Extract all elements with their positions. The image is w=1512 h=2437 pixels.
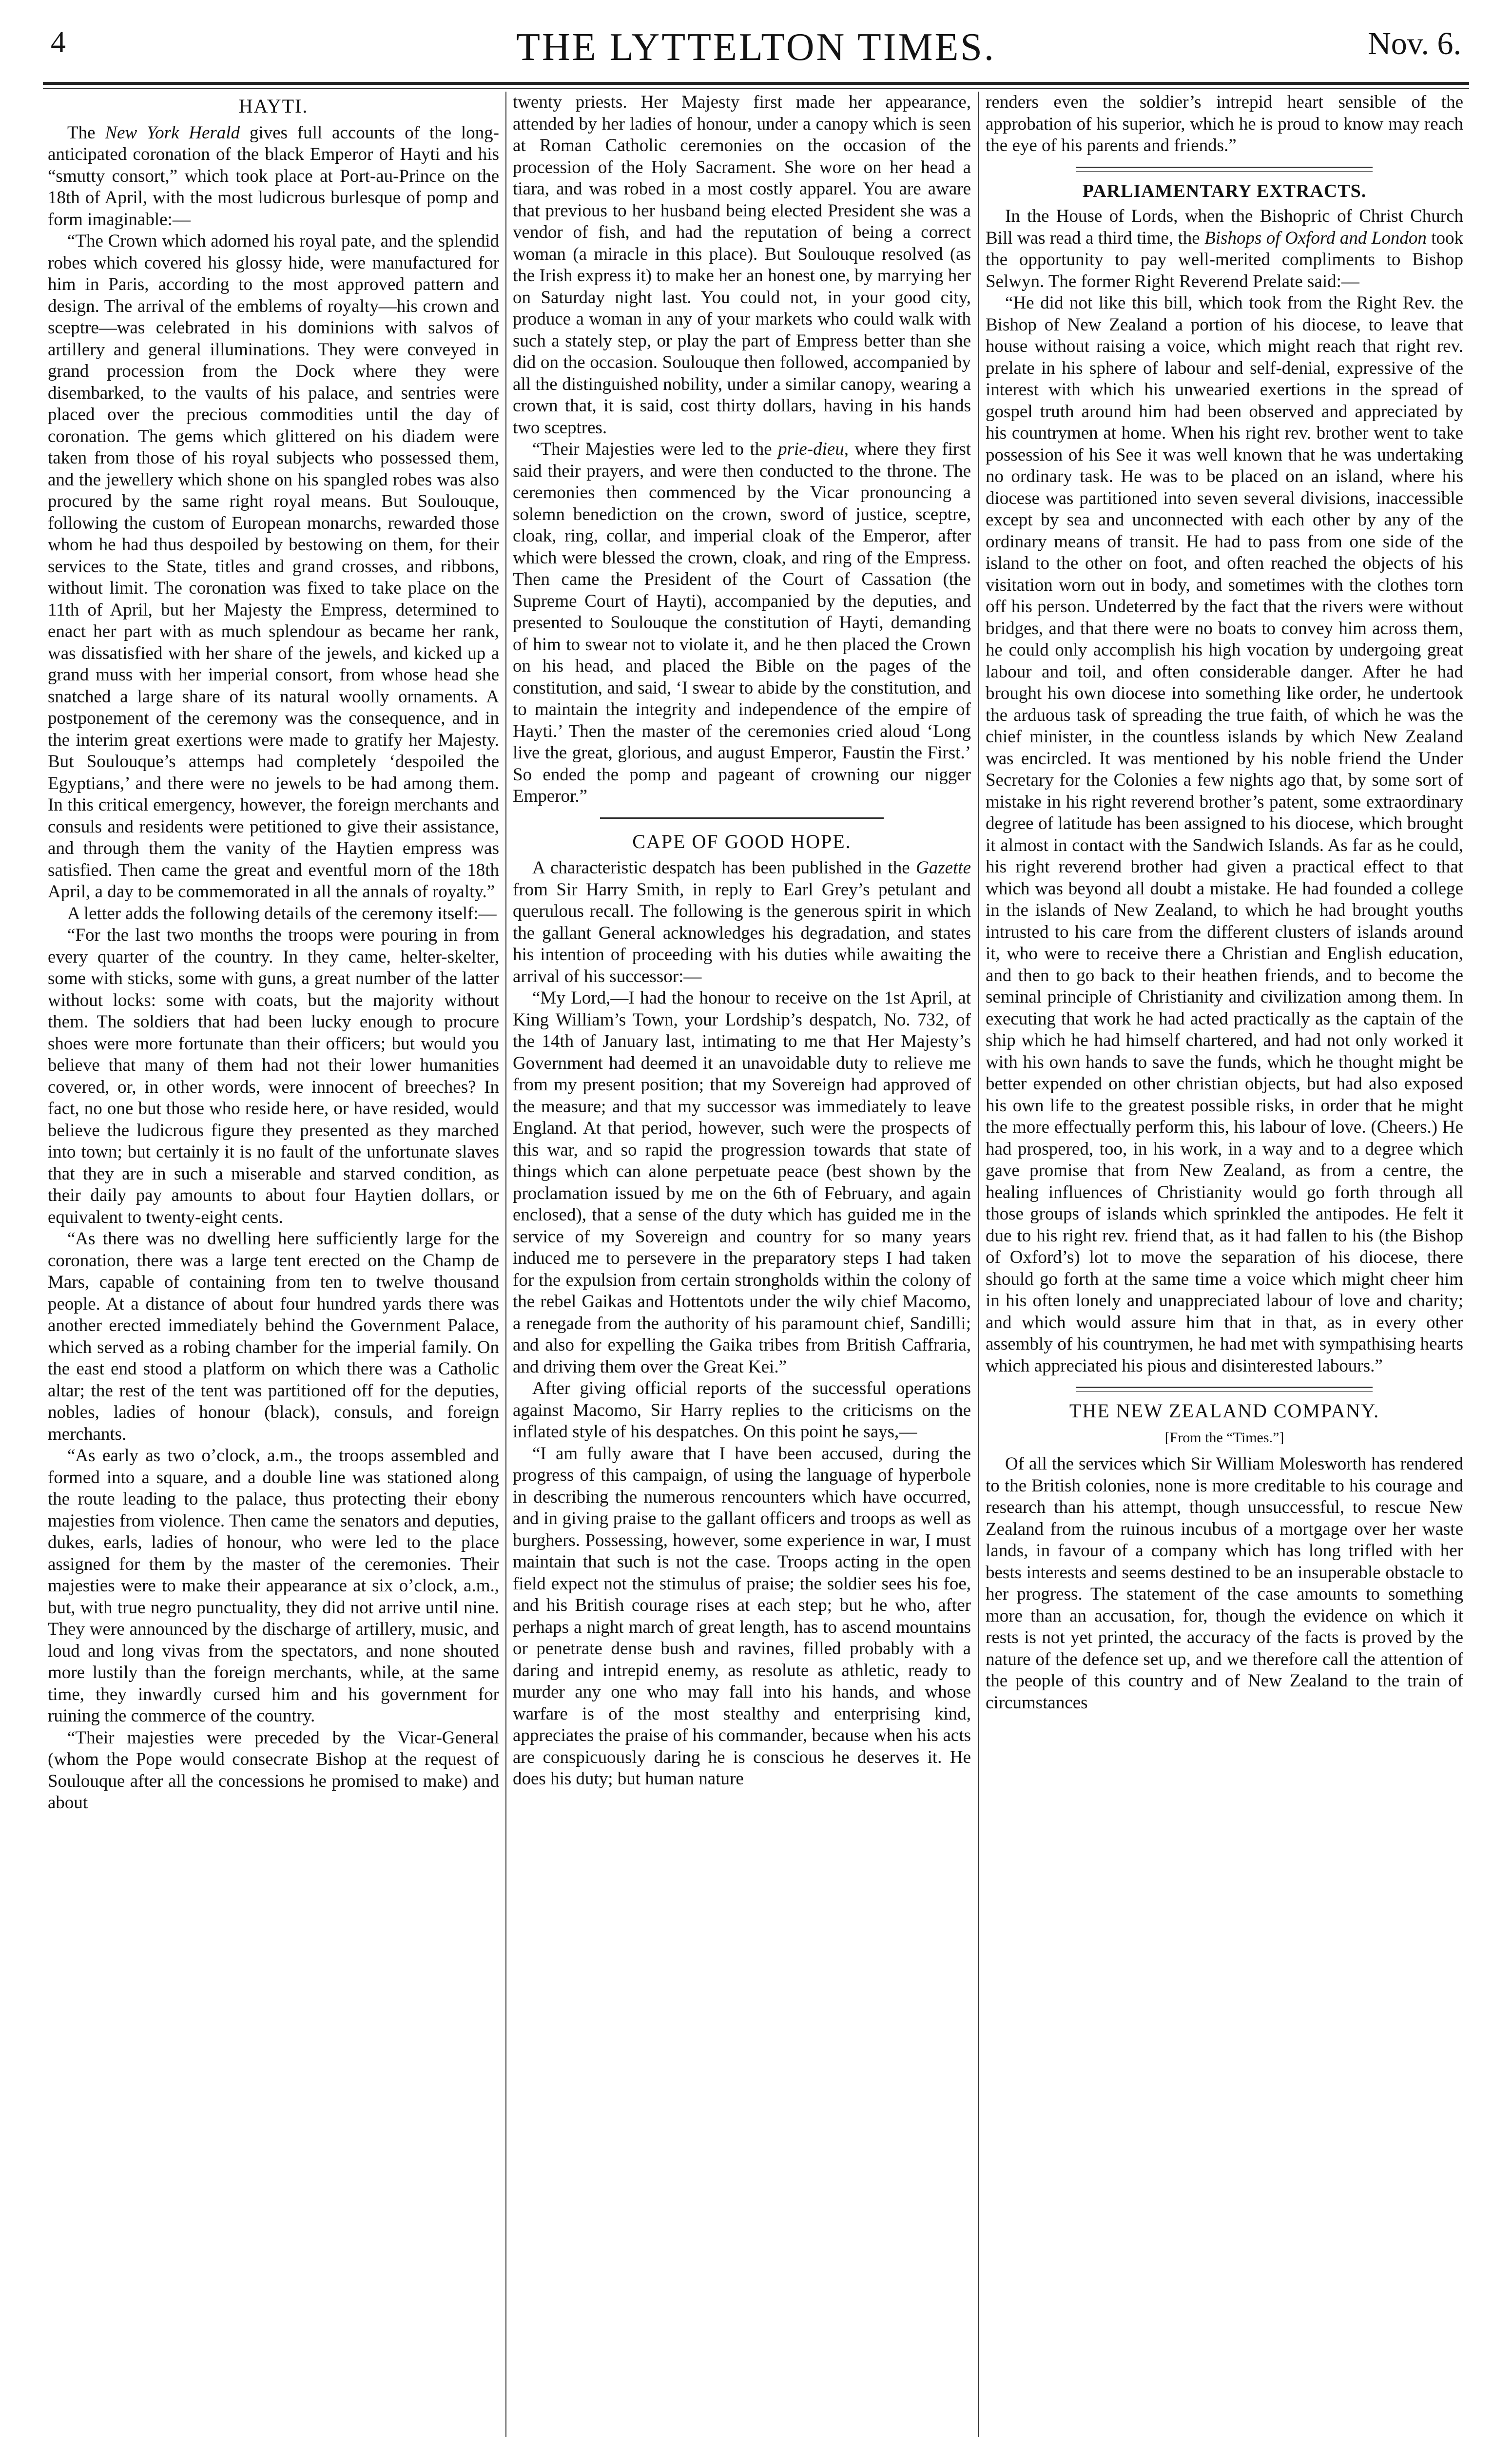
column-1 (48, 92, 499, 2437)
article-paragraph: “He did not like this bill, which took from the Right Rev. the Bishop of New Zealand a portion of his diocese, to leave that house without raising a voice, which might reach that right rev. prelate in his sphere of labour and self-denial, expressive of the interest with which his unwearied exertions in the spread of gospel truth around him had been observed and appreciated by his countrymen at home. When his right rev. brother went to take possession of his See it was well known that he was undertaking no ordinary task. He was to be placed on an island, where his diocese was partitioned into seven several divisions, inaccessible except by sea and unconnected with each other by any of the ordinary means of transit. He had to pass from one side of the island to the other on foot, and often reached the objects of his visitation worn out in body, and sometimes with the clothes torn off his person. Undeterred by the fact that the rivers were without bridges, and that there were no boats to convey him across them, he could only accomplish his high vocation by undergoing great labour and toil, and often considerable danger. After he had brought his own diocese into something like order, he undertook the arduous task of spreading the true faith, of which he was the chief minister, in the countless islands by which New Zealand was encircled. It was mentioned by his noble friend the Under Secretary for the Colonies a few nights ago that, by some sort of mistake in his right reverend brother’s patent, some extraordinary degree of latitude has been assigned to his diocese, which brought it almost in contact with the Sandwich Islands. As far as he could, his right reverend brother had given a practical effect to that which was beyond all doubt a mistake. He had founded a college in the islands of New Zealand, to which he had brought youths intrusted to his care from the different clusters of islands around it, who were to receive there a Christian and English education, and then to go back to their heathen friends, and to become the seminal principle of Christianity and civilization among them. In executing that work he had acted practically as the captain of the ship which he had himself chartered, and had not only worked it with his own hands to save the funds, which he thought might be better expended on other christian objects, but had also exposed his own life to the greatest possible risks, in order that he might the more effectually perform this, his labour of love. (Cheers.) He had prospered, too, in his work, in a way and to a degree which gave promise that from New Zealand, as from a centre, the healing influences of Christianity would go forth through all those groups of islands which sprinkled the antipodes. He felt it due to his right rev. friend that, as it had fallen to his (the Bishop of Oxford’s) lot to move the separation of his diocese, there should go forth at the same time a voice which might cheer him in his often lonely and unappreciated labour of love and charity; and which would assure him that in that, as in every other assembly of his countrymen, he had met with sympathising hearts which appreciated his pious and disinterested labours.” (986, 293, 1463, 1376)
text-run: In the House of Lords, when the Bishopric of Christ Church Bill was read a third time, the (986, 206, 1463, 248)
article-paragraph: “As early as two o’clock, a.m., the troops assembled and formed into a square, and a double line was stationed along the route leading to the palace, thus protecting their ebony majesties from violence. Then came the senators and deputies, dukes, earls, ladies of honour, who were led to the place assigned for them by the master of the ceremonies. Their majesties were to make their appearance at six o’clock, a.m., but, with true negro punctuality, they did not arrive until nine. They were announced by the discharge of artillery, music, and loud and long vivas from the spectators, and none shouted more lustily than the foreign merchants, while, at the same time, they inwardly cursed him and his government for ruining the commerce of the country. (48, 1446, 499, 1726)
newspaper-name: New York Herald (105, 122, 240, 143)
article-paragraph (513, 439, 971, 808)
masthead (44, 25, 1468, 84)
article-heading-hayti: HAYTI. (238, 95, 309, 117)
article-paragraph: “For the last two months the troops were pouring in from every quarter of the country. In they came, helter-skelter, some with sticks, some with guns, a great number of the latter without locks: some with coats, but the majority without them. The soldiers that had been lucky enough to procure shoes were more fortunate than their officers; but would you believe that many of them had not their lower humanities covered, or, in other words, were innocent of breeches? In fact, no one but those who reside here, or have resided, would believe the ludicrous figure they presented as they marched into town; but certainly it is no fault of the unfortunate slaves that they are in such a miserable and starved condition, as their daily pay amounts to about four Haytien dollars, or equivalent to twenty-eight cents. (48, 925, 499, 1227)
masthead-rule-thin (43, 88, 1469, 89)
section-separator-thin (1076, 1391, 1373, 1392)
section-separator (1076, 167, 1373, 168)
newspaper-title: THE LYTTELTON TIMES. (516, 26, 996, 69)
text-run: took the opportunity to pay well-merited compliments to Bishop Selwyn. The former Right Reverend Prelate said:— (986, 228, 1463, 291)
article-paragraph: renders even the soldier’s intrepid heart sensible of the approbation of his superior, which he is proud to know may reach the eye of his parents and friends.” (986, 92, 1463, 155)
text-run: gives full accounts of the long-anticipated coronation of the black Emperor of Hayti and his “smutty consort,” which took place at Port-au-Prince on the 18th of April, with the most ludicrous burlesque of pomp and form imaginable:— (48, 122, 499, 230)
masthead-rule (43, 82, 1469, 85)
text-run: “Their Majesties were led to the (532, 439, 772, 459)
column-divider (505, 92, 506, 2437)
article-paragraph: twenty priests. Her Majesty first made her appearance, attended by her ladies of honour, under a canopy which is seen at Roman Catholic ceremonies on the occasion of the procession of the Holy Sacrament. She wore on her head a tiara, and was robed in a most costly apparel. You are aware that previous to her husband being elected President she was a vendor of fish, and had the reputation of being a correct woman (a miracle in this place). But Soulouque resolved (as the Irish express it) to make her an honest one, by marrying her on Saturday night last. You could not, in your good city, produce a woman in any of your markets who could walk with such a stately step, or play the part of Empress better than she did on the occasion. Soulouque then followed, accompanied by all the distinguished nobility, under a similar canopy, wearing a crown that, it is said, cost thirty dollars, having in his hands two sceptres. (513, 92, 971, 438)
section-separator (600, 817, 884, 819)
italic-term: Gazette (915, 858, 971, 878)
section-separator (1076, 1387, 1373, 1388)
text-run: from Sir Harry Smith, in reply to Earl Grey’s petulant and querulous recall. The following is the generous spirit in which the gallant General acknowledges his degradation, and states his intention of proceeding with his duties while awaiting the arrival of his successor:— (513, 879, 971, 986)
article-paragraph: Of all the services which Sir William Molesworth has rendered to the British colonies, none is more creditable to his courage and research than his attempt, though unsuccessful, to rescue New Zealand from the ruinous incubus of a mortgage over her waste lands, in favour of a company which has long trifled with her bests interests and seems destined to be an insuperable obstacle to her progress. The statement of the case amounts to something more than an accusation, for, though the evidence on which it rests is not yet printed, the accuracy of the facts is proved by the nature of the defence set up, and we therefore call the attention of the people of this country and of New Zealand to the train of circumstances (986, 1454, 1463, 1713)
article-paragraph: “The Crown which adorned his royal pate, and the splendid robes which covered his glossy hide, were manufactured for him in Paris, according to the most approved pattern and design. The arrival of the emblems of royalty—his crown and sceptre—was celebrated in his dominions with salvos of artillery and general illuminations. They were conveyed in grand procession from the Dock where they were disembarked, to the vaults of his palace, and sentries were placed over the precious commodities until the day of coronation. The gems which glittered on his diadem were taken from those of his royal subjects who possessed them, and the jewellery which shone on his spangled robes was also procured by the same right royal means. But Soulouque, following the custom of European monarchs, rewarded those whom he had thus despoiled by bestowing on them, for their services to the State, titles and grand crosses, and ribbons, without limit. The coronation was fixed to take place on the 11th of April, but her Majesty the Empress, determined to enact her part with as much splendour as became her rank, was dissatisfied with her share of the jewels, and kicked up a grand muss with her imperial consort, from whose head she snatched a large share of its natural woolly ornaments. A postponement of the ceremony was the consequence, and in the interim great exertions were made to gratify her Majesty. But Soulouque’s attemps had completely ‘despoiled the Egyptians,’ and there were no jewels to be had among them. In this critical emergency, however, the foreign merchants and consuls and residents were petitioned to give their assistance, and through them the vanity of the Haytien empress was satisfied. Then came the great and eventful morn of the 18th April, a day to be commemorated in all the annals of royalty.” (48, 231, 499, 902)
column-3 (986, 92, 1463, 2437)
article-paragraph: “Their majesties were preceded by the Vicar-General (whom the Pope would consecrate Bishop at the request of Soulouque after all the concessions he promised to make) and about (48, 1727, 499, 1813)
text-run: The (67, 122, 96, 143)
article-paragraph: After giving official reports of the successful operations against Macomo, Sir Harry replies to the criticisms on the inflated style of his despatches. On this point he says,— (513, 1378, 971, 1442)
issue-date: Nov. 6. (1368, 26, 1461, 61)
italic-term: Bishops of Oxford and London (1204, 228, 1427, 248)
article-paragraph (48, 122, 499, 231)
section-separator-thin (1076, 171, 1373, 172)
article-paragraph: “As there was no dwelling here sufficiently large for the coronation, there was a large tent erected on the Champ de Mars, capable of containing from ten to twelve thousand people. At a distance of about four hundred yards there was another erected immediately behind the Government Palace, which served as a robing chamber for the imperial family. On the east end stood a platform on which there was a Catholic altar; the rest of the tent was partitioned off for the deputies, nobles, ladies of honour (black), consuls, and foreign merchants. (48, 1229, 499, 1444)
article-heading-nz-company: THE NEW ZEALAND COMPANY. (1069, 1400, 1380, 1422)
article-heading-parliamentary: PARLIAMENTARY EXTRACTS. (1082, 180, 1367, 201)
article-paragraph: “My Lord,—I had the honour to receive on the 1st April, at King William’s Town, your Lordship’s despatch, No. 732, of the 14th of January last, intimating to me that Her Majesty’s Government had deemed it an unavoidable duty to relieve me from my present position; that my Sovereign had approved of the measure; and that my successor was immediately to leave England. At that period, however, such were the prospects of this war, and so rapid the progression towards that state of things which can alone perpetuate peace (best shown by the proclamation issued by me on the 6th of February, and again enclosed), that a sense of the duty which has guided me in the service of my Sovereign and country for so many years induced me to persevere in the preparatory steps I had taken for the expulsion from certain strongholds within the colony of the rebel Gaikas and Hottentots under the wily chief Macomo, a renegade from the authority of his paramount chief, Sandilli; and also for expelling the Gaika tribes from British Caffraria, and driving them over the Great Kei.” (513, 988, 971, 1377)
column-2 (513, 92, 971, 2437)
article-source-line: [From the “Times.”] (1164, 1429, 1284, 1446)
article-paragraph (513, 857, 971, 987)
article-paragraph: “I am fully aware that I have been accused, during the progress of this campaign, of using the language of hyperbole in describing the numerous rencounters which have occurred, and in giving praise to the gallant officers and troops as well as burghers. Possessing, however, some experience in war, I must maintain that such is not the case. Troops acting in the open field expect not the stimulus of praise; the soldier sees his foe, and his British courage rises at each step; but he who, after perhaps a night march of great length, has to ascend mountains or penetrate dense bush and ravines, filled probably with a daring and intrepid enemy, as resolute as athletic, ready to murder any one who may fall into his hands, and whose warfare is of the most stealthy and enterprising kind, appreciates the praise of his commander, because when his acts are conspicuously daring he is conscious he deserves it. He does his duty; but human nature (513, 1443, 971, 1789)
page-number: 4 (51, 26, 66, 59)
article-heading-cape: CAPE OF GOOD HOPE. (632, 830, 852, 852)
article-paragraph (986, 206, 1463, 292)
column-divider (978, 92, 979, 2437)
article-paragraph: A letter adds the following details of the ceremony itself:— (67, 903, 497, 924)
text-run: A characteristic despatch has been published in the (532, 858, 910, 878)
text-run: where they first said their prayers, and were then conducted to the throne. The ceremonies then commenced by the Vicar pronouncing a solemn benediction on the crown, sword of justice, sceptre, cloak, ring, collar, and imperial cloak of the Emperor, after which were blessed the crown, cloak, and ring of the Empress. Then came the President of the Court of Cassation (the Supreme Court of Hayti), accompanied by the deputies, and presented to Soulouque the constitution of Hayti, demanding of him to swear not to violate it, and he then placed the Crown on his head, and placed the Bible on the pages of the constitution, and said, ‘I swear to abide by the constitution, and to maintain the integrity and independence of the empire of Hayti.’ Then the master of the ceremonies cried aloud ‘Long live the great, glorious, and august Emperor, Faustin the First.’ So ended the pomp and pageant of crowning our nigger Emperor.” (513, 439, 971, 806)
italic-term: prie-dieu, (778, 439, 849, 459)
